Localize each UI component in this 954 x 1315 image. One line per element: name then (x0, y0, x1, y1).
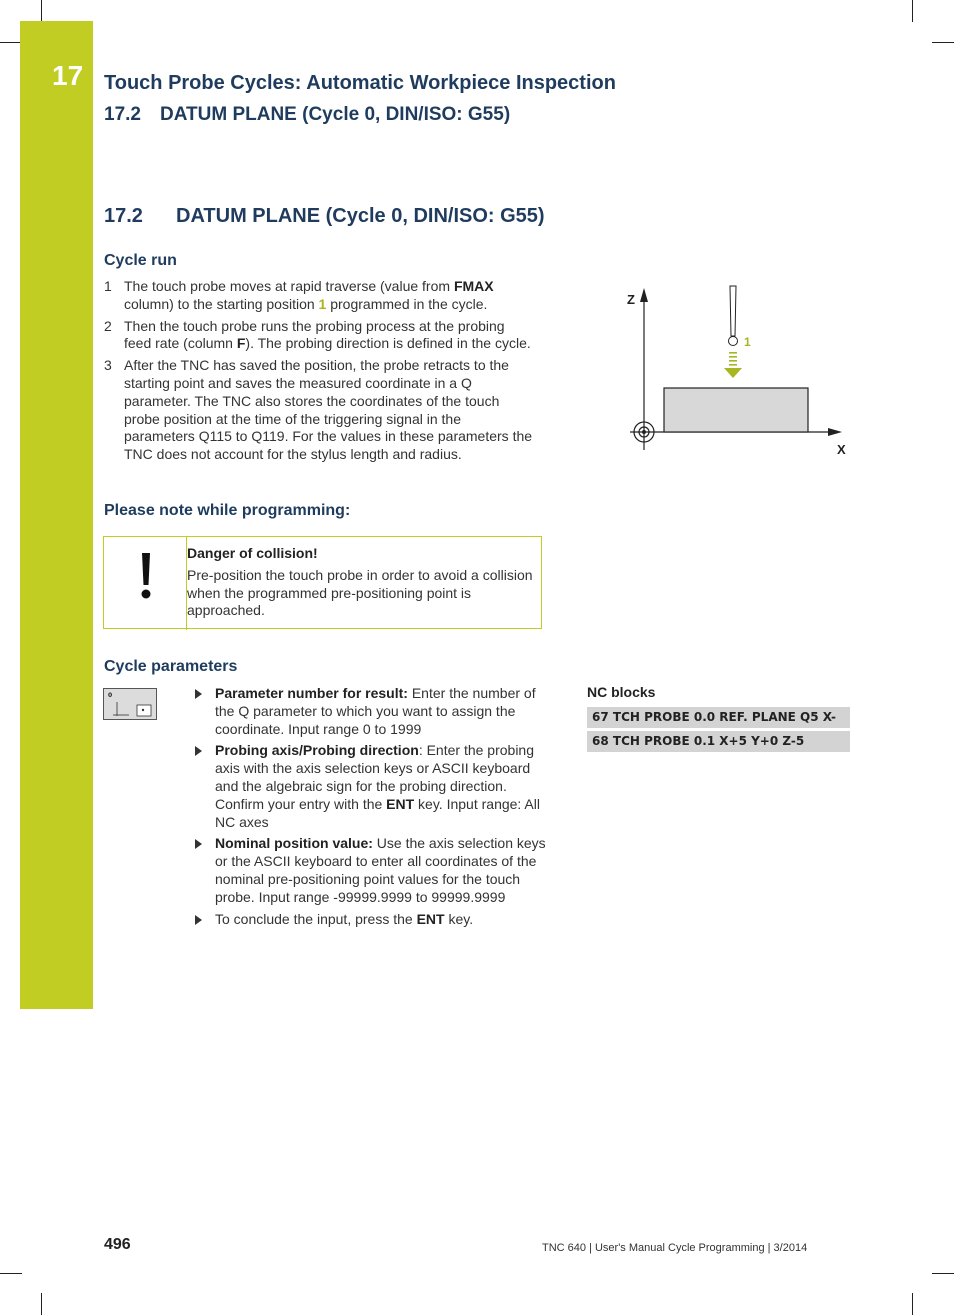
cycle-run-steps (104, 278, 534, 468)
cycle-parameters-heading: Cycle parameters (104, 658, 238, 675)
cycle-parameters-list (195, 685, 555, 932)
z-arrow-icon (640, 288, 648, 302)
chapter-number: 17 (52, 60, 84, 91)
page-number: 496 (104, 1236, 131, 1253)
section-title: DATUM PLANE (Cycle 0, DIN/ISO: G55) (176, 205, 545, 227)
crop-mark (912, 1293, 913, 1315)
footer-text: TNC 640 | User's Manual Cycle Programming | 3/2014 (542, 1242, 808, 1254)
workpiece (664, 388, 808, 432)
crop-mark (0, 42, 22, 43)
touch-probe-icon (730, 286, 736, 336)
running-section-title: DATUM PLANE (Cycle 0, DIN/ISO: G55) (160, 104, 511, 125)
list-item: 2 Then the touch probe runs the probing process at the probing feed rate (column F). The probing direction is defined in the cycle. (104, 317, 531, 352)
position-label: 1 (744, 335, 751, 349)
list-item: Parameter number for result: Enter the number of the Q parameter to which you want to assign the coordinate. Input range 0 to 1999 (195, 685, 555, 738)
crop-mark (912, 0, 913, 22)
nc-blocks-heading: NC blocks (587, 684, 656, 700)
crop-mark (0, 1273, 22, 1274)
probe-direction-arrow-icon (724, 368, 742, 378)
list-item: To conclude the input, press the ENT key. (195, 911, 555, 929)
chapter-title: Touch Probe Cycles: Automatic Workpiece Inspection (104, 72, 616, 94)
nc-block-row: 67 TCH PROBE 0.0 REF. PLANE Q5 X- (587, 707, 850, 728)
section-heading (104, 205, 545, 228)
z-label: Z (627, 292, 635, 307)
x-arrow-icon (828, 428, 842, 436)
crop-mark (932, 42, 954, 43)
crop-mark (41, 0, 42, 22)
chapter-sidebar (20, 21, 93, 1009)
cycle-run-heading: Cycle run (104, 252, 177, 269)
running-section-header (104, 104, 510, 126)
crop-mark (41, 1293, 42, 1315)
nc-block-row: 68 TCH PROBE 0.1 X+5 Y+0 Z-5 (587, 731, 850, 752)
cycle-softkey-icon (103, 688, 158, 721)
warning-text: Pre-position the touch probe in order to avoid a collision when the programmed pre-positioning point is approached. (187, 566, 533, 619)
list-item: 1 The touch probe moves at rapid traverse (value from FMAX column) to the starting position 1 programmed in the cycle. (104, 278, 494, 312)
list-item: Probing axis/Probing direction: Enter the probing axis with the axis selection keys or ASCII keyboard and the algebraic sign for the probing direction. Confirm your entry with the ENT key. Input range: All NC axes (195, 742, 555, 831)
svg-text:0: 0 (108, 692, 113, 699)
x-label: X (837, 442, 846, 457)
list-item: 3 After the TNC has saved the position, the probe retracts to the starting point and saves the measured coordinate in a Q parameter. The TNC also stores the coordinates of the touch probe position at the time of the triggering signal in the parameters Q115 to Q119. For the values in these parameters the TNC does not account for the stylus length and radius. (104, 357, 533, 463)
note-heading: Please note while programming: (104, 502, 351, 519)
section-number: 17.2 (104, 205, 143, 227)
exclamation-icon (134, 551, 158, 601)
running-section-number: 17.2 (104, 104, 141, 125)
list-item: Nominal position value: Use the axis selection keys or the ASCII keyboard to enter all coordinates of the nominal pre-positioning point values for the touch probe. Input range -99999.9999 to 99999.9999 (195, 835, 555, 906)
warning-title: Danger of collision! (187, 545, 318, 561)
crop-mark (932, 1273, 954, 1274)
warning-box (103, 536, 542, 629)
datum-plane-figure (620, 280, 860, 460)
